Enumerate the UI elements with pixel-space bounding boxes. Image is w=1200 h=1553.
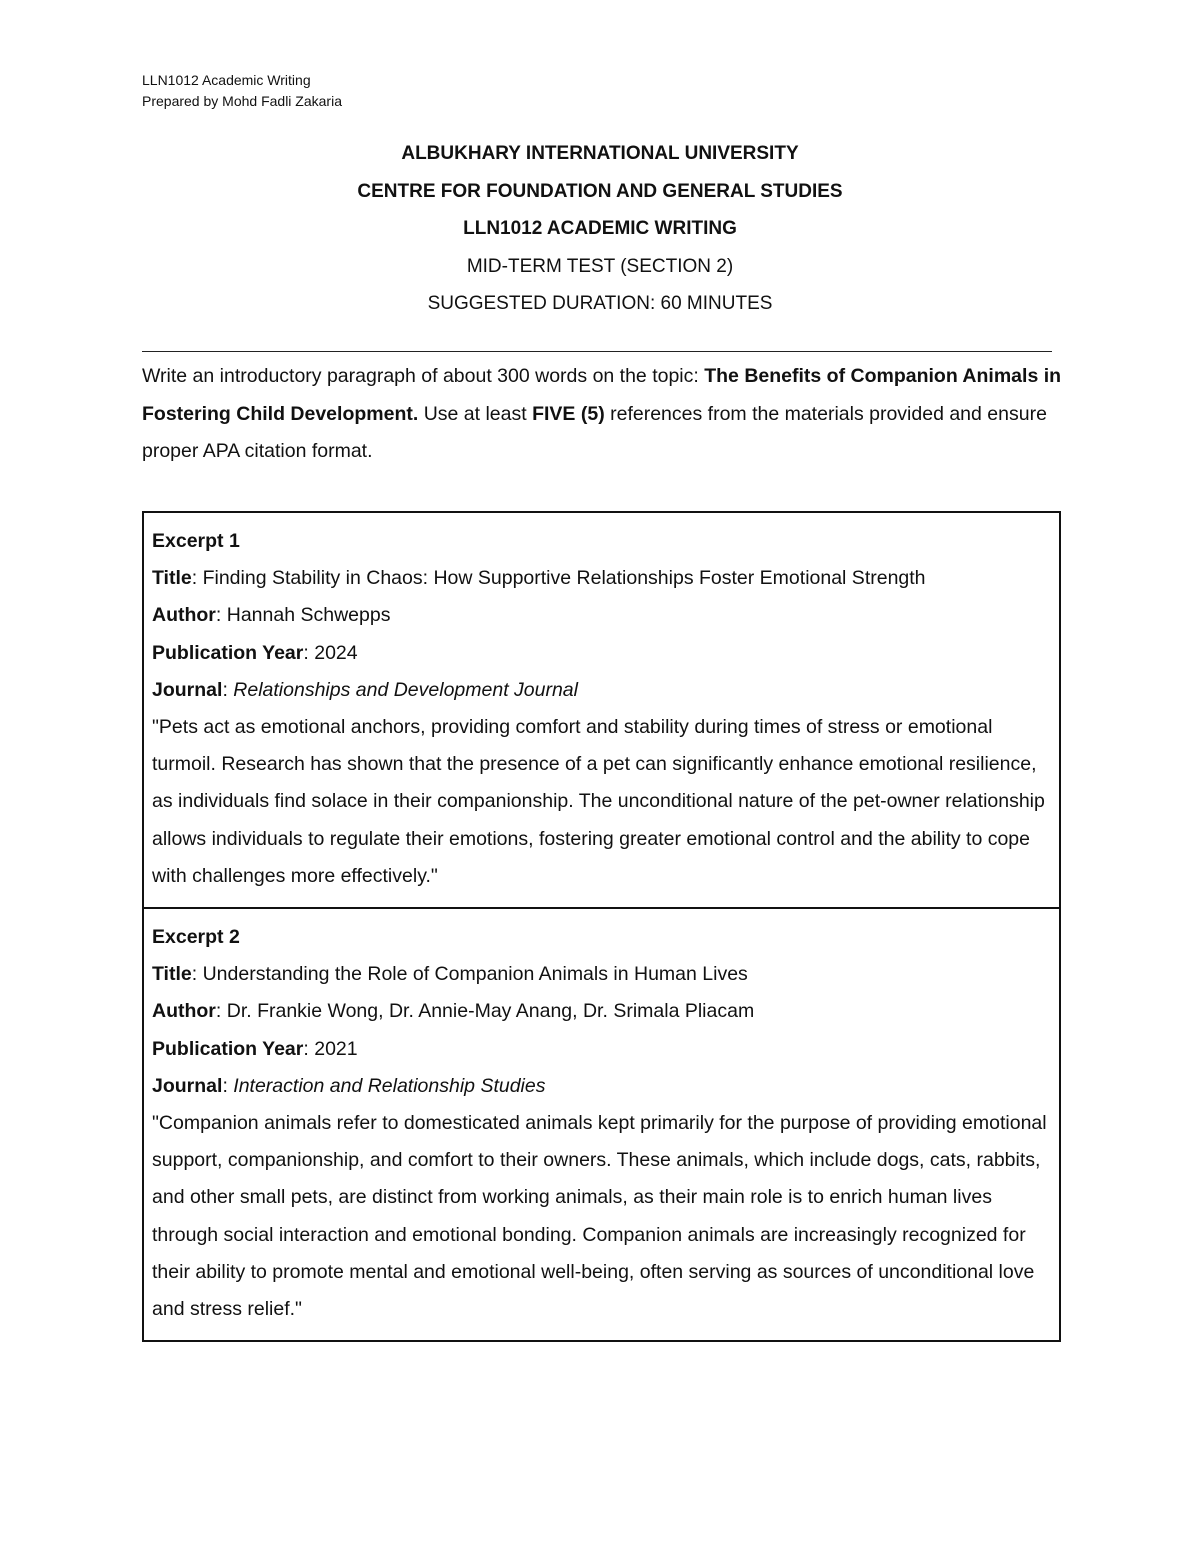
excerpt-1 <box>144 513 1059 907</box>
excerpt-quote: "Pets act as emotional anchors, providing comfort and stability during times of stress or emotional turmoil. Research has shown that the presence of a pet can significantly enhance emotional resilience, as individuals find solace in their companionship. The unconditional nature of the pet-owner relationship allows individuals to regulate their emotions, fostering greater emotional control and the ability to cope with challenges more effectively." <box>152 716 1045 887</box>
excerpts-table <box>142 511 1061 1342</box>
instructions-part3: references from the materials provided and ensure proper APA citation format. <box>142 402 1047 462</box>
excerpt-author: Author: Hannah Schwepps <box>152 604 391 627</box>
test-duration: SUGGESTED DURATION: 60 MINUTES <box>427 293 773 314</box>
title-block <box>0 135 1200 323</box>
excerpt-year: Publication Year: 2021 <box>152 1037 358 1060</box>
test-name: MID-TERM TEST (SECTION 2) <box>466 255 734 277</box>
excerpt-journal: Journal: Relationships and Development Journal <box>152 678 578 701</box>
course-title: LLN1012 ACADEMIC WRITING <box>463 218 737 239</box>
excerpt-quote: "Companion animals refer to domesticated animals kept primarily for the purpose of providing emotional support, companionship, and comfort to their owners. These animals, which include dogs, cats, rabbits, and other small pets, are distinct from working animals, as their main role is to enrich human lives through social interaction and emotional bonding. Companion animals are increasingly recognized for their ability to promote mental and emotional well-being, often serving as sources of unconditional love and stress relief." <box>152 1112 1047 1321</box>
divider-line <box>142 351 1052 352</box>
excerpt-year: Publication Year: 2024 <box>152 641 358 664</box>
instructions-count: FIVE (5) <box>532 402 605 425</box>
prepared-by: Prepared by Mohd Fadli Zakaria <box>142 93 342 109</box>
centre-name: CENTRE FOR FOUNDATION AND GENERAL STUDIES <box>357 180 843 202</box>
instructions <box>142 358 1062 471</box>
excerpt-title: Title: Finding Stability in Chaos: How Supportive Relationships Foster Emotional Strength <box>152 567 926 590</box>
instructions-part2: Use at least <box>418 402 533 425</box>
instructions-topic: The Benefits of Companion Animals in Fostering Child Development. <box>142 365 1062 425</box>
excerpt-heading: Excerpt 1 <box>152 530 240 552</box>
excerpt-title: Title: Understanding the Role of Companion Animals in Human Lives <box>152 963 748 986</box>
excerpt-heading: Excerpt 2 <box>152 926 240 949</box>
course-line: LLN1012 Academic Writing <box>142 72 311 88</box>
instructions-part1: Write an introductory paragraph of about 300 words on the topic: <box>142 365 705 387</box>
excerpt-author: Author: Dr. Frankie Wong, Dr. Annie-May Anang, Dr. Srimala Pliacam <box>152 1000 755 1023</box>
excerpt-journal: Journal: Interaction and Relationship Studies <box>152 1074 546 1097</box>
excerpt-2 <box>144 907 1059 1340</box>
page-header <box>142 70 342 112</box>
university-name: ALBUKHARY INTERNATIONAL UNIVERSITY <box>401 143 799 164</box>
